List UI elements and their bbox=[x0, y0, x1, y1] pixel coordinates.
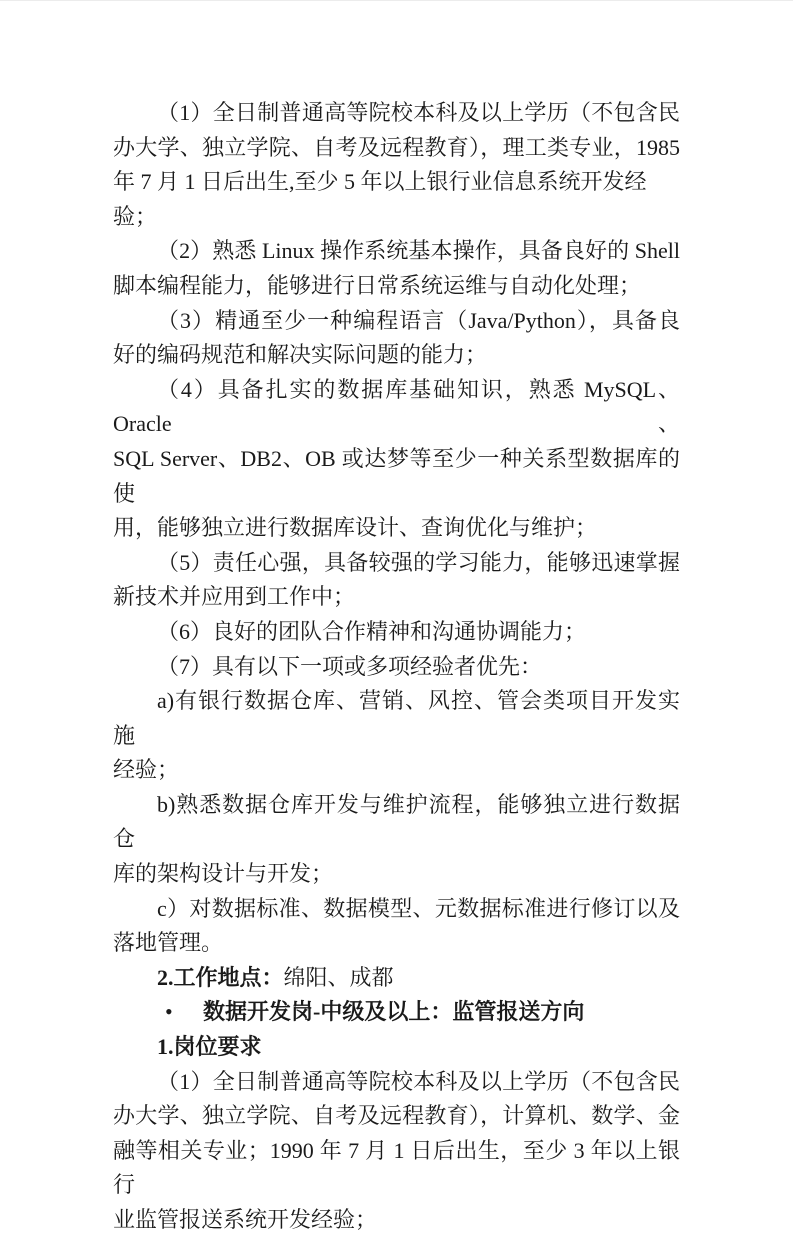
doc-line: 脚本编程能力，能够进行日常系统运维与自动化处理； bbox=[113, 272, 642, 298]
doc-line: 好的编码规范和解决实际问题的能力； bbox=[113, 342, 488, 368]
doc-line: 办大学、独立学院、自考及远程教育），计算机、数学、金 bbox=[113, 1103, 680, 1129]
doc-line: 办大学、独立学院、自考及远程教育），理工类专业，1985 bbox=[113, 134, 680, 160]
doc-line: 落地管理。 bbox=[113, 930, 224, 956]
bullet-icon: • bbox=[165, 999, 173, 1025]
doc-line: b)熟悉数据仓库开发与维护流程，能够独立进行数据仓 bbox=[113, 791, 680, 852]
doc-line: SQL Server、DB2、OB 或达梦等至少一种关系型数据库的使 bbox=[113, 445, 680, 506]
doc-line: 融等相关专业；1990 年 7 月 1 日后出生，至少 3 年以上银行 bbox=[113, 1137, 680, 1198]
doc-line: （2）熟悉 Linux 操作系统基本操作，具备良好的 Shell bbox=[157, 238, 680, 264]
work-location-value: 绵阳、成都 bbox=[283, 964, 394, 990]
doc-line: 新技术并应用到工作中； bbox=[113, 584, 356, 610]
doc-line: （1）全日制普通高等院校本科及以上学历（不包含民 bbox=[157, 100, 680, 125]
doc-line: （7）具有以下一项或多项经验者优先： bbox=[157, 653, 543, 679]
doc-line: c）对数据标准、数据模型、元数据标准进行修订以及 bbox=[157, 895, 680, 921]
doc-line: 库的架构设计与开发； bbox=[113, 861, 334, 887]
doc-line: （5）责任心强，具备较强的学习能力，能够迅速掌握 bbox=[157, 549, 680, 575]
work-location-label: 2.工作地点： bbox=[157, 964, 284, 990]
doc-line: 经验； bbox=[113, 757, 180, 783]
doc-line: （1）全日制普通高等院校本科及以上学历（不包含民 bbox=[157, 1068, 680, 1094]
doc-line: 年 7 月 1 日后出生,至少 5 年以上银行业信息系统开发经验； bbox=[113, 169, 647, 229]
doc-line: （4）具备扎实的数据库基础知识，熟悉 MySQL、Oracle、 bbox=[113, 376, 680, 437]
position-heading-line bbox=[113, 995, 680, 1030]
doc-line: （6）良好的团队合作精神和沟通协调能力； bbox=[157, 618, 587, 644]
doc-line: 业监管报送系统开发经验； bbox=[113, 1207, 378, 1232]
work-location-line bbox=[113, 961, 680, 996]
job-requirements-heading: 1.岗位要求 bbox=[157, 1034, 262, 1060]
position-heading-text: 数据开发岗-中级及以上：监管报送方向 bbox=[203, 999, 585, 1025]
doc-line: a)有银行数据仓库、营销、风控、管会类项目开发实施 bbox=[113, 688, 680, 748]
doc-line: 用，能够独立进行数据库设计、查询优化与维护； bbox=[113, 515, 598, 541]
doc-line: （3）精通至少一种编程语言（Java/Python），具备良 bbox=[157, 307, 680, 333]
